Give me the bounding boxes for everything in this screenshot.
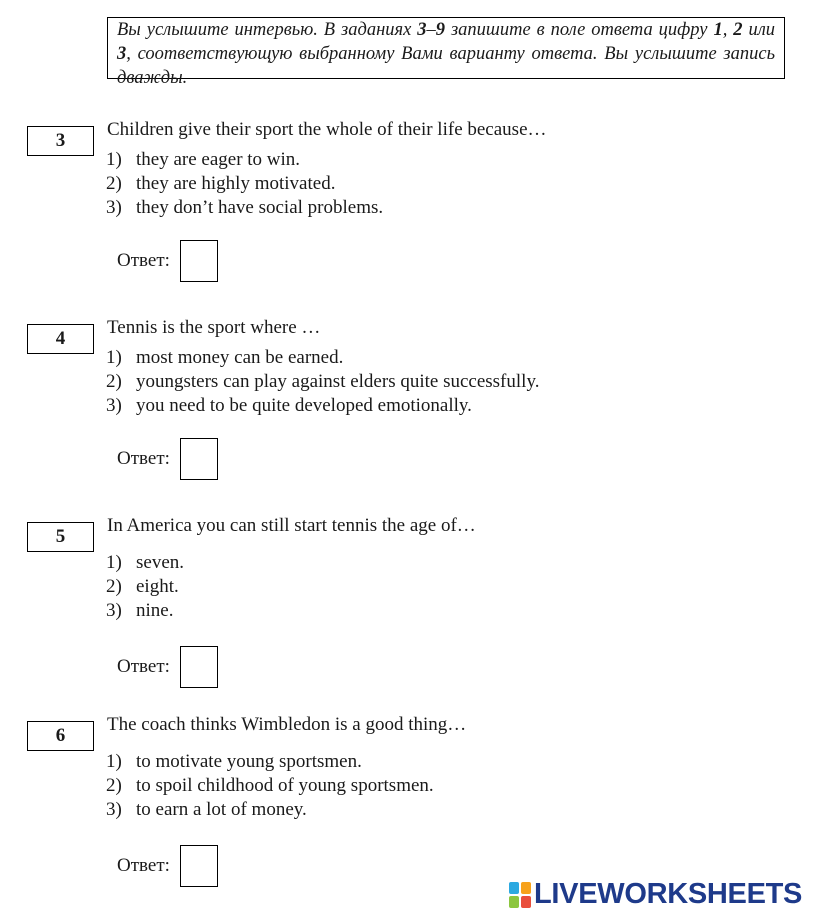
task-number: 5 <box>27 522 94 552</box>
option-2 <box>106 774 434 798</box>
option-3 <box>106 798 434 822</box>
option-number: 1) <box>106 552 122 573</box>
options-list <box>106 346 539 418</box>
option-3 <box>106 394 539 418</box>
option-text: most money can be earned. <box>136 347 344 368</box>
option-number: 3) <box>106 600 122 621</box>
logo-mark-square <box>509 896 519 908</box>
instructions-bold-2: 9 <box>435 20 446 40</box>
question-text: Tennis is the sport where … <box>107 317 321 338</box>
option-2 <box>106 575 184 599</box>
answer-label: Ответ: <box>117 448 170 469</box>
answer-label: Ответ: <box>117 656 170 677</box>
option-text: to earn a lot of money. <box>136 799 307 820</box>
logo-mark-square <box>509 882 519 894</box>
options-list <box>106 551 184 623</box>
option-text: seven. <box>136 552 185 573</box>
liveworksheets-mark-icon <box>509 882 531 908</box>
options-list <box>106 750 434 822</box>
option-1 <box>106 551 184 575</box>
task-number: 4 <box>27 324 94 354</box>
instructions-bold-5: 3 <box>117 44 127 64</box>
answer-label: Ответ: <box>117 250 170 271</box>
option-1 <box>106 148 383 172</box>
answer-row <box>117 646 218 688</box>
answer-row <box>117 438 218 480</box>
option-text: to motivate young sportsmen. <box>136 751 362 772</box>
instructions-bold-4: 2 <box>733 20 743 40</box>
answer-row <box>117 240 218 282</box>
option-number: 2) <box>106 775 122 796</box>
task-number: 6 <box>27 721 94 751</box>
option-1 <box>106 346 539 370</box>
option-text: they are highly motivated. <box>136 173 336 194</box>
question-text: Children give their sport the whole of their life because… <box>107 119 547 140</box>
instructions-bold-1: 3 <box>417 20 427 40</box>
logo-mark-square <box>521 882 531 894</box>
option-text: you need to be quite developed emotionally. <box>136 395 472 416</box>
liveworksheets-logo <box>509 878 802 911</box>
instructions-text-6: , соответствующую выбранному Вами варианту ответа. Вы услышите запись дважды. <box>117 44 775 88</box>
option-text: nine. <box>136 600 174 621</box>
option-2 <box>106 370 539 394</box>
options-list <box>106 148 383 220</box>
question-text: The coach thinks Wimbledon is a good thing… <box>107 714 467 735</box>
option-number: 2) <box>106 576 122 597</box>
option-3 <box>106 196 383 220</box>
instructions-text-2: – <box>426 20 436 40</box>
option-text: they are eager to win. <box>136 149 301 170</box>
answer-row <box>117 845 218 887</box>
option-3 <box>106 599 184 623</box>
option-number: 3) <box>106 799 122 820</box>
option-number: 1) <box>106 347 122 368</box>
task-number: 3 <box>27 126 94 156</box>
option-1 <box>106 750 434 774</box>
logo-text: LIVEWORKSHEETS <box>534 878 803 910</box>
option-2 <box>106 172 383 196</box>
answer-label: Ответ: <box>117 855 170 876</box>
question-text: In America you can still start tennis the age of… <box>107 515 476 536</box>
option-number: 1) <box>106 751 122 772</box>
answer-input-box[interactable] <box>180 438 218 480</box>
option-number: 2) <box>106 371 122 392</box>
instructions-text-4: , <box>722 20 734 40</box>
answer-input-box[interactable] <box>180 845 218 887</box>
instructions-text-1: Вы услышите интервью. В заданиях <box>117 20 418 40</box>
option-text: to spoil childhood of young sportsmen. <box>136 775 434 796</box>
instructions-text-5: или <box>742 20 776 40</box>
option-text: they don’t have social problems. <box>136 197 384 218</box>
option-text: eight. <box>136 576 179 597</box>
logo-mark-square <box>521 896 531 908</box>
option-text: youngsters can play against elders quite successfully. <box>136 371 540 392</box>
answer-input-box[interactable] <box>180 240 218 282</box>
instructions-bold-3: 1 <box>713 20 723 40</box>
instructions-text-3: запишите в поле ответа цифру <box>445 20 714 40</box>
answer-input-box[interactable] <box>180 646 218 688</box>
instructions-box <box>107 17 785 88</box>
option-number: 1) <box>106 149 122 170</box>
option-number: 2) <box>106 173 122 194</box>
option-number: 3) <box>106 197 122 218</box>
option-number: 3) <box>106 395 122 416</box>
